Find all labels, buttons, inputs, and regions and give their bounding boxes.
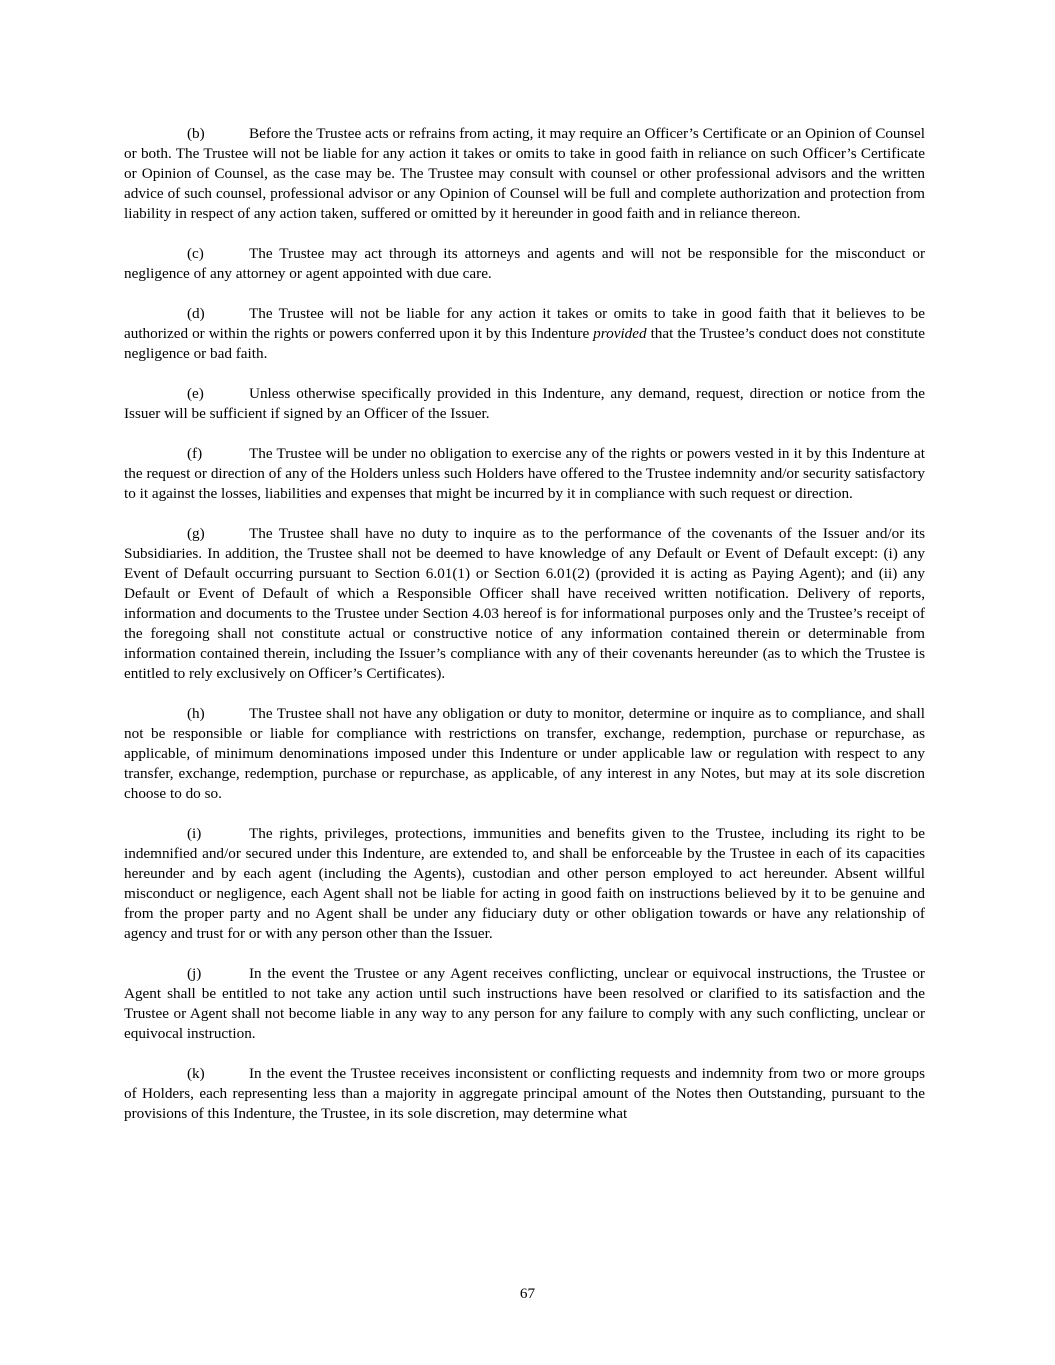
document-body [124, 124, 925, 1144]
paragraph-h [124, 704, 925, 804]
paragraph-label: (c) [187, 245, 204, 262]
paragraph-b [124, 124, 925, 224]
paragraph-label: (e) [187, 385, 204, 402]
paragraph-label: (j) [187, 965, 202, 982]
paragraph-j [124, 964, 925, 1044]
paragraph-text: In the event the Trustee or any Agent receives conflicting, unclear or equivocal instructions, the Trustee or Agent shall be entitled to not take any action until such instructions have been resolved or clarified to its satisfaction and the Trustee or Agent shall not become liable in any way to any person for any failure to comply with any such conflicting, unclear or equivocal instruction. [124, 965, 925, 1042]
paragraph-label: (k) [187, 1065, 205, 1082]
paragraph-label: (b) [187, 125, 205, 142]
paragraph-label: (f) [187, 445, 203, 462]
paragraph-text: The Trustee will be under no obligation to exercise any of the rights or powers vested in it by this Indenture at the request or direction of any of the Holders unless such Holders have offered to the Trustee indemnity and/or security satisfactory to it against the losses, liabilities and expenses that might be incurred by it in compliance with such request or direction. [124, 445, 925, 502]
emphasis-provided: provided [593, 325, 647, 342]
paragraph-f [124, 444, 925, 504]
paragraph-label: (g) [187, 525, 205, 542]
paragraph-text: The Trustee will not be liable for any action it takes or omits to take in good faith that it believes to be authorized or within the rights or powers conferred upon it by this Indenture [124, 305, 925, 342]
paragraph-d [124, 304, 925, 364]
paragraph-label: (d) [187, 305, 205, 322]
paragraph-text: The Trustee shall have no duty to inquire as to the performance of the covenants of the Issuer and/or its Subsidiaries. In addition, the Trustee shall not be deemed to have knowledge of any Default or Event of Default except: (i) any Event of Default occurring pursuant to Section 6.01(1) or Section 6.01(2) (provided it is acting as Paying Agent); and (ii) any Default or Event of Default of which a Responsible Officer shall have received written notification. Delivery of reports, information and documents to the Trustee under Section 4.03 hereof is for informational purposes only and the Trustee’s receipt of the foregoing shall not constitute actual or constructive notice of any information contained therein or determinable from information contained therein, including the Issuer’s compliance with any of their covenants hereunder (as to which the Trustee is entitled to rely exclusively on Officer’s Certificates). [124, 525, 925, 682]
paragraph-text: The rights, privileges, protections, immunities and benefits given to the Trustee, including its right to be indemnified and/or secured under this Indenture, are extended to, and shall be enforceable by the Trustee in each of its capacities hereunder and by each agent (including the Agents), custodian and other person employed to act hereunder. Absent willful misconduct or negligence, each Agent shall not be liable for acting in good faith on instructions believed by it to be genuine and from the proper party and no Agent shall be under any fiduciary duty or other obligation towards or have any relationship of agency and trust for or with any person other than the Issuer. [124, 825, 925, 942]
paragraph-text: Unless otherwise specifically provided in this Indenture, any demand, request, direction or notice from the Issuer will be sufficient if signed by an Officer of the Issuer. [124, 385, 925, 422]
paragraph-text: The Trustee may act through its attorneys and agents and will not be responsible for the misconduct or negligence of any attorney or agent appointed with due care. [124, 245, 925, 282]
paragraph-e [124, 384, 925, 424]
paragraph-k [124, 1064, 925, 1124]
paragraph-label: (i) [187, 825, 202, 842]
paragraph-c [124, 244, 925, 284]
page-number: 67 [519, 1285, 536, 1302]
paragraph-text: Before the Trustee acts or refrains from acting, it may require an Officer’s Certificate or an Opinion of Counsel or both. The Trustee will not be liable for any action it takes or omits to take in good faith in reliance on such Officer’s Certificate or Opinion of Counsel, as the case may be. The Trustee may consult with counsel or other professional advisors and the written advice of such counsel, professional advisor or any Opinion of Counsel will be full and complete authorization and protection from liability in respect of any action taken, suffered or omitted by it hereunder in good faith and in reliance thereon. [124, 125, 925, 222]
paragraph-text-continued: that the Trustee’s conduct does not constitute negligence or bad faith. [124, 325, 925, 362]
paragraph-label: (h) [187, 705, 205, 722]
paragraph-i [124, 824, 925, 944]
paragraph-g [124, 524, 925, 684]
paragraph-text: In the event the Trustee receives inconsistent or conflicting requests and indemnity from two or more groups of Holders, each representing less than a majority in aggregate principal amount of the Notes then Outstanding, pursuant to the provisions of this Indenture, the Trustee, in its sole discretion, may determine what [124, 1065, 925, 1122]
paragraph-text: The Trustee shall not have any obligation or duty to monitor, determine or inquire as to compliance, and shall not be responsible or liable for compliance with restrictions on transfer, exchange, redemption, purchase or repurchase, as applicable, of minimum denominations imposed under this Indenture or under applicable law or regulation with respect to any transfer, exchange, redemption, purchase or repurchase, as applicable, of any interest in any Notes, but may at its sole discretion choose to do so. [124, 705, 925, 802]
